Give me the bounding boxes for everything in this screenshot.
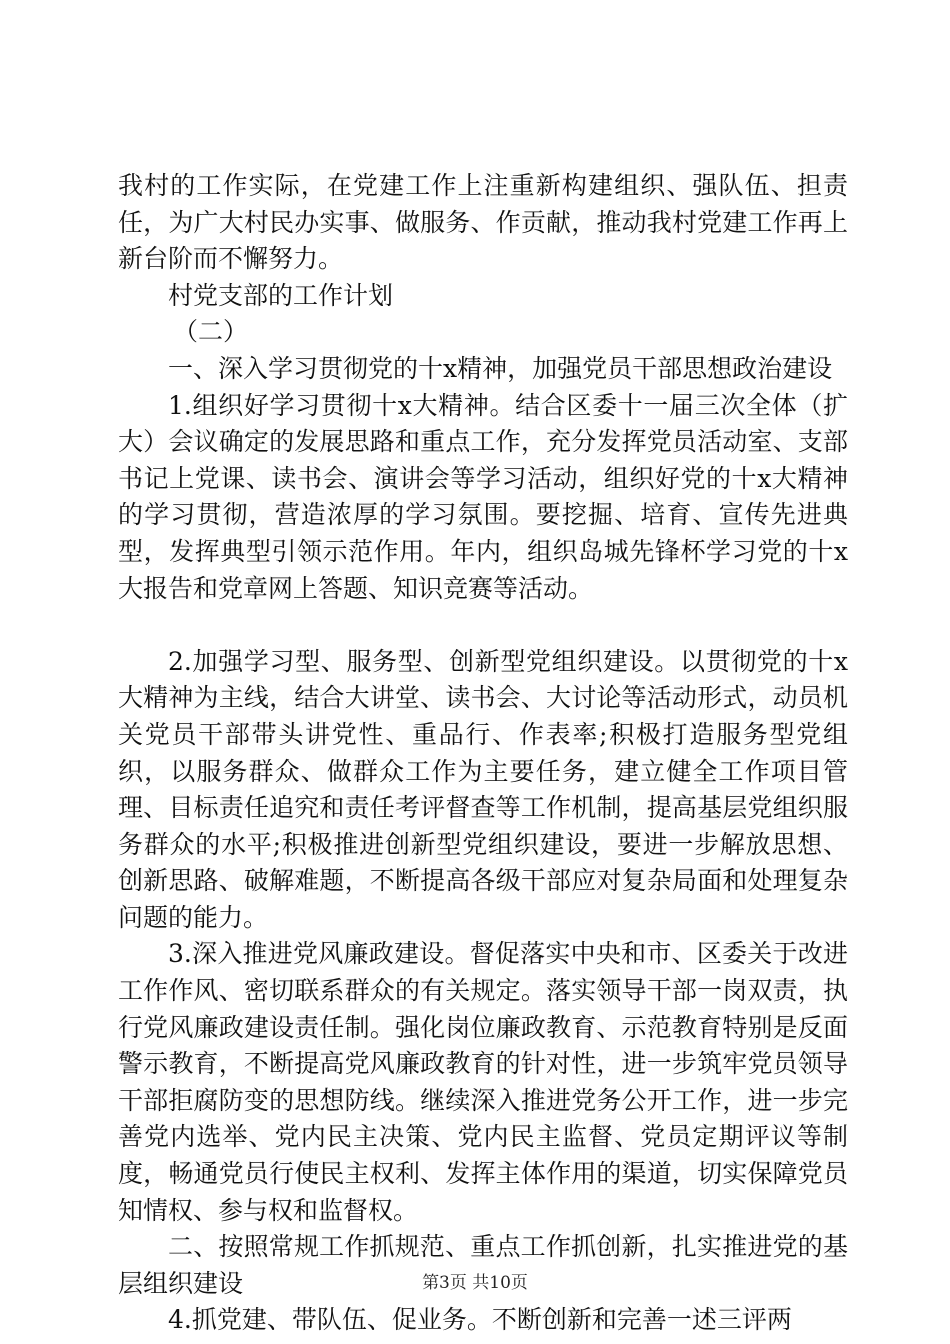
page-number-label: 第3页 共10页 bbox=[422, 1273, 528, 1293]
paragraph-item-2: 2.加强学习型、服务型、创新型党组织建设。以贯彻党的十x大精神为主线，结合大讲堂、读书会、大讨论等活动形式，动员机关党员干部带头讲党性、重品行、作表率;积极打造服务型党组织，以服务群众、做群众工作为主要任务，建立健全工作项目管理、目标责任追究和责任考评督查等工作机制，提高基层党组织服务群众的水平;积极推进创新型党组织建设，要进一步解放思想、创新思路、破解难题，不断提高各级干部应对复杂局面和处理复杂问题的能力。 bbox=[118, 646, 848, 932]
paragraph-item-4: 4.抓党建、带队伍、促业务。不断创新和完善一述三评两 bbox=[168, 1305, 792, 1335]
paragraph-item-3: 3.深入推进党风廉政建设。督促落实中央和市、区委关于改进工作作风、密切联系群众的有关规定。落实领导干部一岗双责，执行党风廉政建设责任制。强化岗位廉政教育、示范教育特别是反面警示教育，不断提高党风廉政教育的针对性，进一步筑牢党员领导干部拒腐防变的思想防线。继续深入推进党务公开工作，进一步完善党内选举、党内民主决策、党内民主监督、党员定期评议等制度，畅通党员行使民主权利、发挥主体作用的渠道，切实保障党员知情权、参与权和监督权。 bbox=[118, 939, 848, 1225]
section-number: （二） bbox=[173, 317, 249, 347]
blank-line bbox=[118, 607, 848, 644]
heading-part-one: 一、深入学习贯彻党的十x精神，加强党员干部思想政治建设 bbox=[168, 353, 833, 383]
page-footer bbox=[0, 1272, 950, 1294]
paragraph-continuation: 我村的工作实际，在党建工作上注重新构建组织、强队伍、担责任，为广大村民办实事、做服务、作贡献，推动我村党建工作再上新台阶而不懈努力。 bbox=[118, 171, 848, 274]
section-title: 村党支部的工作计划 bbox=[168, 280, 394, 310]
heading-part-two: 二、按照常规工作抓规范、重点工作抓创新，扎实推进党的基层组织建设 bbox=[118, 1232, 848, 1298]
document-body bbox=[118, 168, 848, 1339]
paragraph-item-1: 1.组织好学习贯彻十x大精神。结合区委十一届三次全体（扩大）会议确定的发展思路和重点工作，充分发挥党员活动室、支部书记上党课、读书会、演讲会等学习活动，组织好党的十x大精神的学习贯彻，营造浓厚的学习氛围。要挖掘、培育、宣传先进典型，发挥典型引领示范作用。年内，组织岛城先锋杯学习党的十x大报告和党章网上答题、知识竞赛等活动。 bbox=[118, 390, 848, 603]
